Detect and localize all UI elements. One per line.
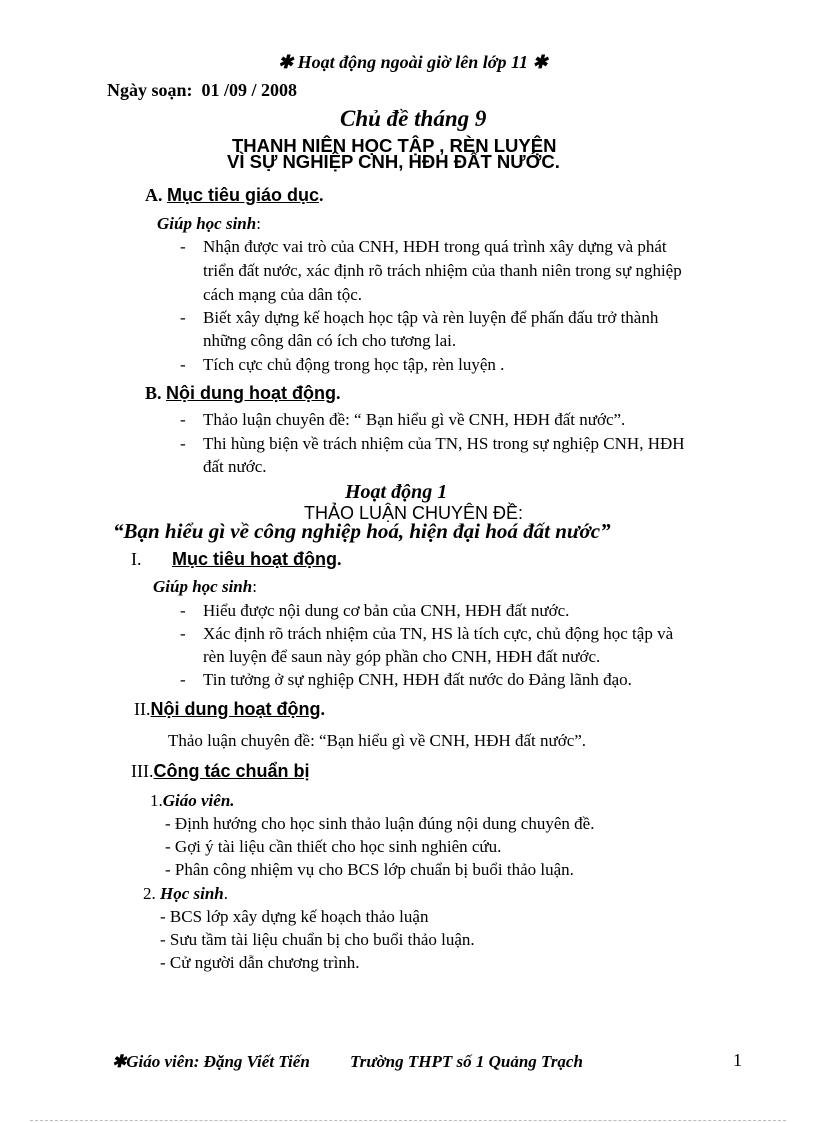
section-a-heading: A. Mục tiêu giáo dục. xyxy=(145,185,324,205)
list-item: - Sưu tầm tài liệu chuẩn bị cho buổi thảo luận. xyxy=(160,930,475,949)
list-item: Thi hùng biện về trách nhiệm của TN, HS trong sự nghiệp CNH, HĐH xyxy=(203,434,685,453)
flower-icon: ✱ xyxy=(278,52,298,72)
section-a-letter: A. xyxy=(145,185,163,205)
list-item: cách mạng của dân tộc. xyxy=(203,285,363,304)
list-item: Tích cực chủ động trong học tập, rèn luyện . xyxy=(203,355,505,374)
part1-intro: Giúp học sinh: xyxy=(153,577,257,596)
section-b-letter: B. xyxy=(145,383,162,403)
activity-label: Hoạt động 1 xyxy=(345,481,448,503)
list-item: Tin tưởng ở sự nghiệp CNH, HĐH đất nước do Đảng lãnh đạo. xyxy=(203,670,632,689)
part2-title: Nội dung hoạt động xyxy=(150,699,321,719)
section-b-heading: B. Nội dung hoạt động. xyxy=(145,383,341,403)
date-label: Ngày soạn: xyxy=(107,80,193,100)
part2-text: Thảo luận chuyên đề: “Bạn hiểu gì về CNH, HĐH đất nước”. xyxy=(168,731,587,750)
list-item: Thảo luận chuyên đề: “ Bạn hiểu gì về CNH, HĐH đất nước”. xyxy=(203,410,626,429)
date-line xyxy=(107,80,297,101)
flower-icon: ✱ xyxy=(527,52,548,72)
teacher-number: 1. xyxy=(150,791,163,810)
topic-title-line1: THANH NIÊN HỌC TẬP , RÈN LUYỆN xyxy=(232,135,557,156)
list-item: Xác định rõ trách nhiệm của TN, HS là tích cực, chủ động học tập và xyxy=(203,624,674,643)
activity-quote: “Bạn hiểu gì về công nghiệp hoá, hiện đại hoá đất nước” xyxy=(113,519,611,543)
part2-heading: II.Nội dung hoạt động. xyxy=(134,699,325,719)
list-item: đất nước. xyxy=(203,457,267,476)
list-item: Nhận được vai trò của CNH, HĐH trong quá trình xây dựng và phát xyxy=(203,237,667,256)
footer-school: Trường THPT số 1 Quảng Trạch xyxy=(350,1052,583,1071)
list-item: - BCS lớp xây dựng kế hoạch thảo luận xyxy=(160,907,429,926)
list-item: - Gợi ý tài liệu cần thiết cho học sinh nghiên cứu. xyxy=(165,837,502,856)
page-number: 1 xyxy=(733,1050,742,1070)
footer-teacher-line xyxy=(112,1052,310,1072)
students-label: Học sinh xyxy=(160,884,224,903)
list-item: - Định hướng cho học sinh thảo luận đúng nội dung chuyên đề. xyxy=(165,814,595,833)
part3-heading xyxy=(131,761,310,782)
part3-title: Công tác chuẩn bị xyxy=(153,761,310,781)
students-heading: 2. Học sinh. xyxy=(143,884,229,903)
activity-subtitle: THẢO LUẬN CHUYÊN ĐỀ: xyxy=(304,503,524,523)
part1-title: Mục tiêu hoạt động xyxy=(172,549,337,569)
list-item: - Phân công nhiệm vụ cho BCS lớp chuẩn bị buổi thảo luận. xyxy=(165,860,574,879)
topic-title-line2: VÌ SỰ NGHIỆP CNH, HĐH ĐẤT NƯỚC. xyxy=(227,151,560,172)
list-item: Biết xây dựng kế hoạch học tập và rèn luyện để phấn đấu trở thành xyxy=(203,308,659,327)
part1-numeral: I. xyxy=(131,549,142,569)
list-item: - Cử người dẫn chương trình. xyxy=(160,953,360,972)
list-item: triển đất nước, xác định rõ trách nhiệm của thanh niên trong sự nghiệp xyxy=(203,261,682,280)
footer-teacher: Giáo viên: Đặng Viết Tiến xyxy=(126,1052,310,1071)
list-item: những công dân có ích cho tương lai. xyxy=(203,331,457,350)
part3-numeral: III. xyxy=(131,761,154,781)
part1-heading: I. Mục tiêu hoạt động. xyxy=(131,549,342,569)
students-number: 2. xyxy=(143,884,156,903)
flower-icon: ✱ xyxy=(112,1052,127,1071)
header-line xyxy=(278,52,548,73)
header-title: Hoạt động ngoài giờ lên lớp 11 xyxy=(297,52,528,72)
teacher-heading xyxy=(150,791,235,811)
section-a-title: Mục tiêu giáo dục xyxy=(167,185,320,205)
page-bottom-divider xyxy=(30,1120,786,1121)
part2-numeral: II. xyxy=(134,699,151,719)
section-b-title: Nội dung hoạt động xyxy=(166,383,336,403)
list-item: rèn luyện để saun này góp phần cho CNH, HĐH đất nước. xyxy=(203,647,601,666)
teacher-label: Giáo viên. xyxy=(162,791,235,810)
topic-month: Chủ đề tháng 9 xyxy=(340,106,487,131)
list-item: Hiểu được nội dung cơ bản của CNH, HĐH đất nước. xyxy=(203,601,570,620)
date-value: 01 /09 / 2008 xyxy=(201,80,298,100)
section-a-intro: Giúp học sinh: xyxy=(157,214,261,233)
